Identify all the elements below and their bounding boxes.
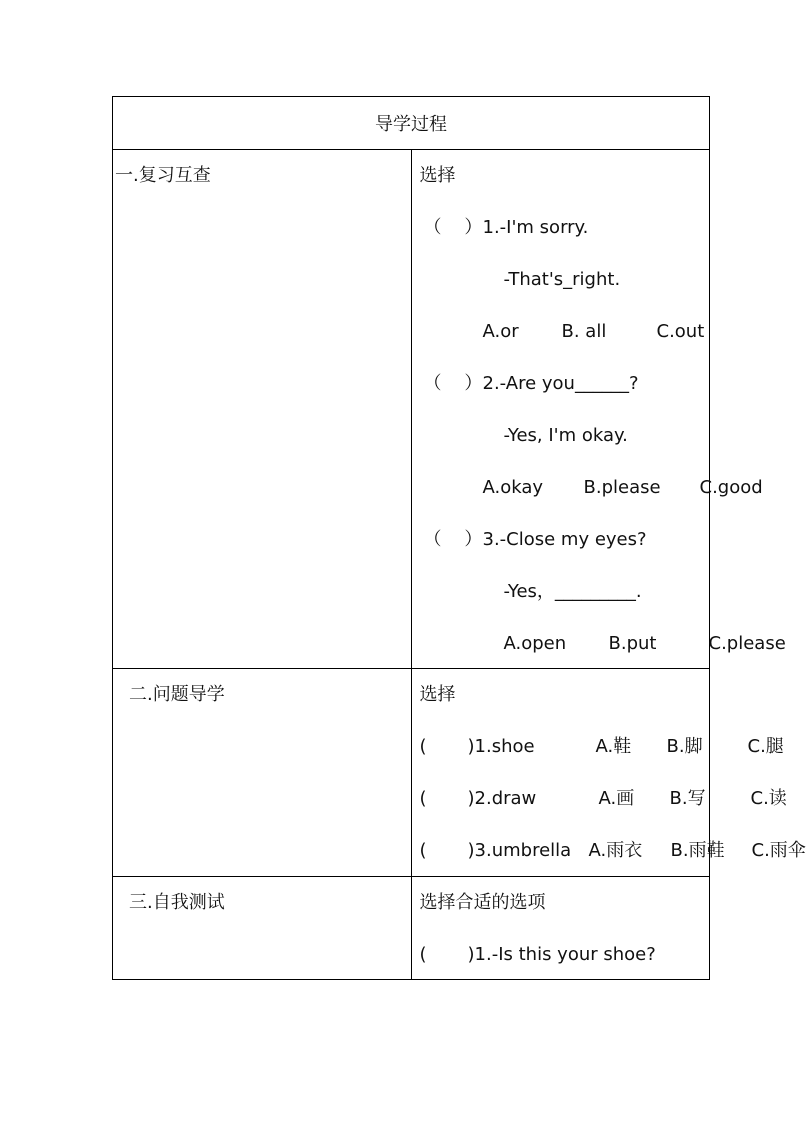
item2-option-a: A.画 bbox=[598, 788, 635, 809]
item1-option-c: C.腿 bbox=[747, 736, 784, 757]
q2-option-a: A.okay bbox=[482, 477, 544, 498]
section-selftest-content bbox=[411, 877, 710, 980]
q3-option-a: A.open bbox=[503, 633, 567, 654]
q1-answer-blank: （ ） bbox=[423, 217, 483, 238]
section-selftest-label-cell bbox=[113, 877, 412, 980]
worksheet bbox=[112, 96, 806, 980]
section-guided-heading: 选择 bbox=[419, 684, 456, 705]
q1-option-a: A.or bbox=[482, 321, 519, 342]
section-guided-label-cell bbox=[113, 669, 412, 877]
section-selftest-label: 三.自我测试 bbox=[129, 892, 225, 913]
section-review-label-cell bbox=[113, 150, 412, 669]
q1-reply: -That's_right. bbox=[503, 269, 621, 290]
item1-option-b: B.脚 bbox=[666, 736, 703, 757]
item3-paren: ( bbox=[419, 840, 427, 861]
section-review-heading: 选择 bbox=[419, 165, 456, 186]
item3-option-c: C.雨伞 bbox=[751, 840, 806, 861]
q3-stem: 3.-Close my eyes? bbox=[482, 529, 647, 550]
item1-word: )1.shoe bbox=[467, 736, 535, 757]
q3-answer-blank: （ ） bbox=[423, 529, 483, 550]
section-selftest-heading: 选择合适的选项 bbox=[419, 892, 546, 913]
item1-paren: ( bbox=[419, 736, 427, 757]
section-review-content bbox=[411, 150, 786, 669]
selftest-q1-paren: ( bbox=[419, 944, 427, 965]
item2-option-b: B.写 bbox=[669, 788, 706, 809]
item2-option-c: C.读 bbox=[750, 788, 787, 809]
guided-learning-table bbox=[112, 96, 806, 980]
q3-option-b: B.put bbox=[608, 633, 657, 654]
section-guided-content bbox=[411, 669, 806, 877]
q1-option-c: C.out bbox=[656, 321, 705, 342]
q3-option-c: C.please bbox=[708, 633, 786, 654]
q2-answer-blank: （ ） bbox=[423, 373, 483, 394]
item3-option-a: A.雨衣 bbox=[588, 840, 643, 861]
table-title: 导学过程 bbox=[113, 97, 710, 150]
selftest-q1-stem: )1.-Is this your shoe? bbox=[467, 944, 656, 965]
section-guided-row bbox=[113, 669, 710, 877]
q1-stem: 1.-I'm sorry. bbox=[482, 217, 589, 238]
item3-word: )3.umbrella bbox=[467, 840, 572, 861]
section-selftest-row bbox=[113, 877, 710, 980]
item2-paren: ( bbox=[419, 788, 427, 809]
item1-option-a: A.鞋 bbox=[595, 736, 632, 757]
q3-reply: -Yes，_________. bbox=[503, 581, 642, 602]
q2-reply: -Yes, I'm okay. bbox=[503, 425, 628, 446]
section-review-label: 一.复习互查 bbox=[115, 165, 211, 186]
q2-option-b: B.please bbox=[583, 477, 661, 498]
q2-stem: 2.-Are you______? bbox=[482, 373, 639, 394]
item2-word: )2.draw bbox=[467, 788, 537, 809]
q2-option-c: C.good bbox=[699, 477, 763, 498]
item3-option-b: B.雨鞋 bbox=[670, 840, 725, 861]
section-guided-label: 二.问题导学 bbox=[129, 684, 225, 705]
section-review-row bbox=[113, 150, 710, 669]
q1-option-b: B. all bbox=[561, 321, 607, 342]
